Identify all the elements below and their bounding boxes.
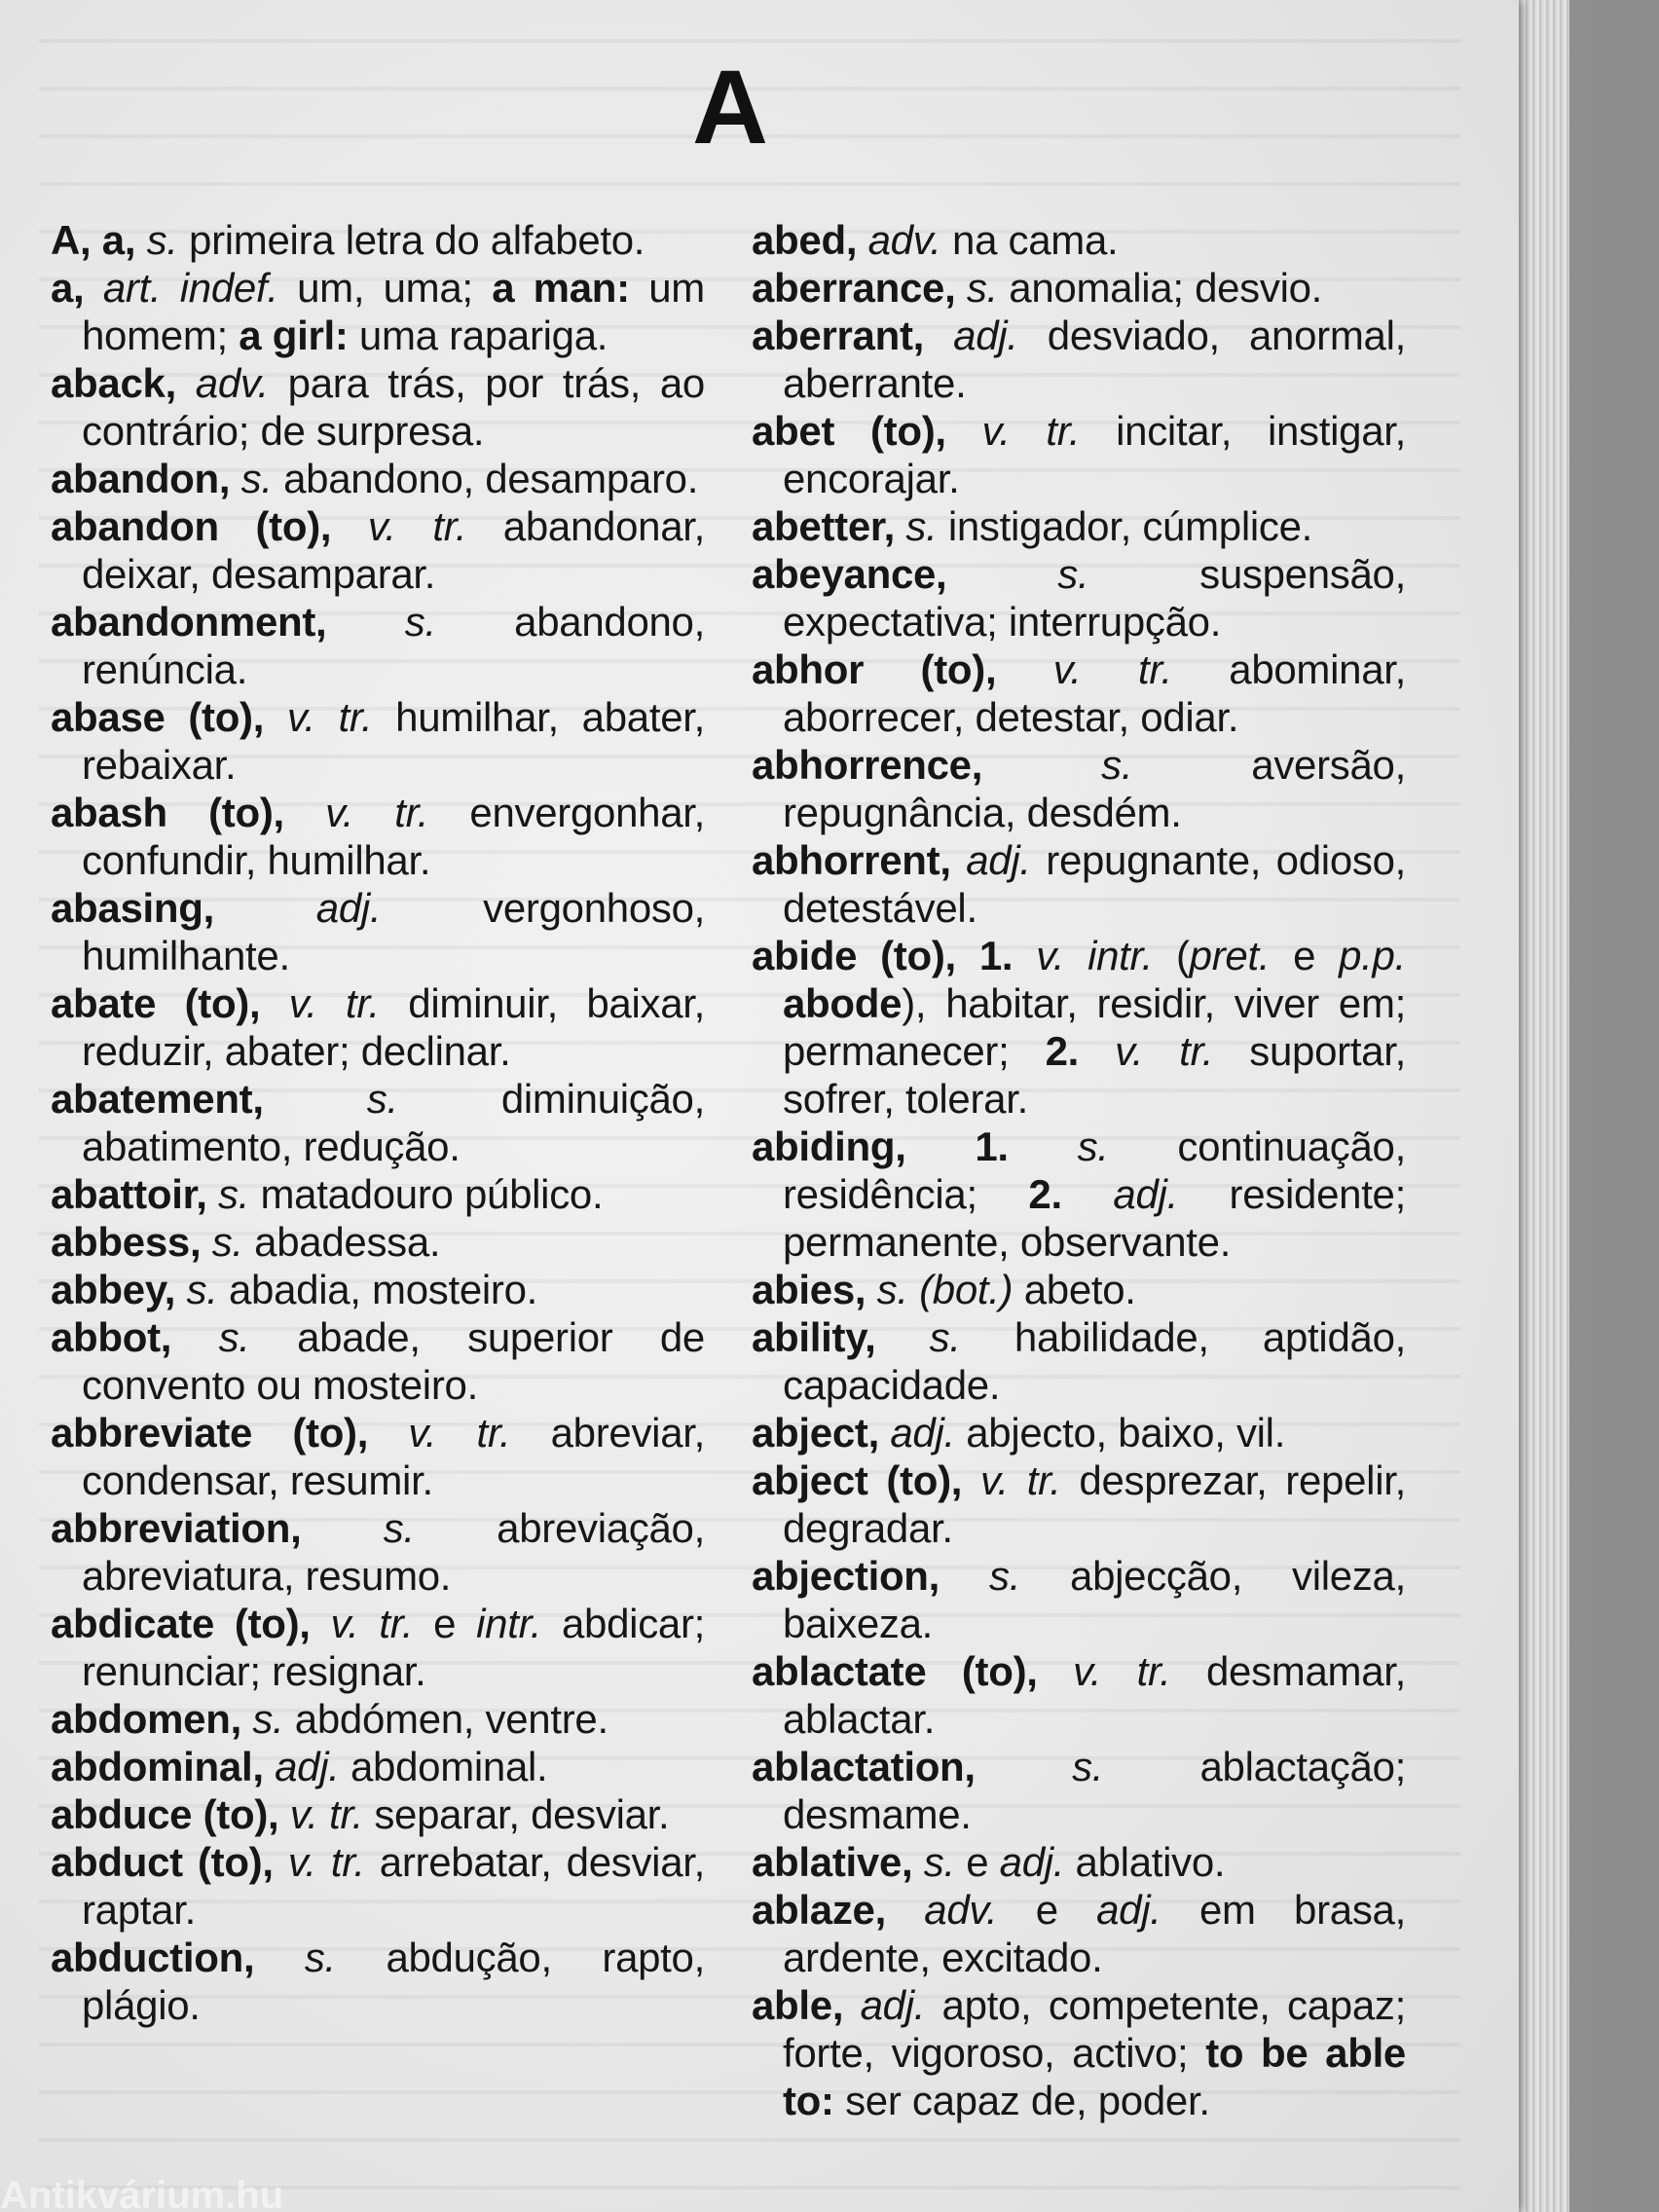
entry-grammar-label: s.	[895, 503, 938, 549]
entry-grammar-label: s.	[946, 551, 1089, 597]
entry-headword: abbey,	[51, 1267, 176, 1312]
entry-definition: abeto.	[1013, 1267, 1136, 1312]
entry-grammar-label: adj.	[213, 885, 382, 931]
entry-headword: able,	[752, 1982, 844, 2028]
entry-headword: ability,	[752, 1314, 876, 1360]
entry-headword: abatement,	[51, 1076, 264, 1122]
entry-definition: na cama.	[940, 217, 1119, 263]
entry-definition: suspensão, expectativa; interrupção.	[783, 551, 1406, 645]
entry-definition: humilhar, abater, rebaixar.	[82, 694, 705, 788]
entry-definition: abjecto, baixo, vil.	[954, 1410, 1286, 1456]
entry-definition: abadia, mosteiro.	[217, 1267, 538, 1312]
entry-definition: para trás, por trás, ao contrário; de surpresa.	[82, 360, 705, 454]
entry-headword: abject,	[752, 1410, 879, 1456]
entry-definition: matadouro público.	[249, 1171, 604, 1217]
dictionary-entry	[51, 1790, 705, 1838]
entry-headword: abduction,	[51, 1935, 255, 1980]
dictionary-entry	[51, 1170, 705, 1218]
entry-definition: arrebatar, desviar, raptar.	[82, 1839, 705, 1933]
dictionary-entry	[752, 1313, 1406, 1409]
entry-definition: abreviar, condensar, resumir.	[82, 1410, 705, 1503]
dictionary-entry	[752, 932, 1406, 1123]
entry-grammar-label: s.	[975, 1744, 1104, 1789]
entry-grammar-label: v. intr.	[1013, 933, 1154, 978]
entry-grammar-label: s.	[175, 1267, 218, 1312]
entry-grammar-label: s.	[301, 1505, 415, 1551]
entry-grammar-label: v. tr.	[962, 1457, 1061, 1503]
entry-grammar-label: adj.	[924, 313, 1018, 358]
entry-definition: suportar, sofrer, tolerar.	[783, 1028, 1406, 1122]
entry-definition: diminuir, baixar, reduzir, abater; declinar.	[82, 980, 706, 1074]
entry-grammar-label: s.	[940, 1553, 1021, 1599]
entry-definition: ser capaz de, poder.	[833, 2078, 1210, 2123]
entry-headword: abed,	[752, 217, 858, 263]
entry-definition: abdução, rapto, plágio.	[82, 1935, 705, 2028]
entry-definition: separar, desviar.	[362, 1791, 670, 1837]
entry-headword: abeyance,	[752, 551, 947, 597]
entry-headword: abdomen,	[51, 1696, 241, 1742]
dictionary-entry	[752, 502, 1406, 550]
entry-headword: aberrant,	[752, 313, 925, 358]
entry-grammar-label: p.p.	[1339, 933, 1406, 978]
dictionary-entry	[752, 1743, 1406, 1838]
entry-definition: desprezar, repelir, degradar.	[783, 1457, 1406, 1551]
dictionary-entry	[752, 1647, 1406, 1743]
entry-definition: anomalia; desvio.	[997, 265, 1323, 311]
entry-definition: residente; permanente, observante.	[783, 1171, 1406, 1265]
entry-definition: abdominal.	[339, 1744, 548, 1789]
entry-definition: e	[954, 1839, 1000, 1885]
entry-grammar-label: pret.	[1189, 933, 1271, 978]
dictionary-entry	[752, 1266, 1406, 1313]
entry-definition: uma rapariga.	[348, 313, 608, 358]
dictionary-entry	[752, 216, 1406, 264]
dictionary-entry	[51, 216, 705, 264]
entry-headword: aberrance,	[752, 265, 956, 311]
entry-grammar-label: s.	[982, 742, 1133, 788]
dictionary-entry	[51, 1218, 705, 1266]
entry-headword: 2.	[1045, 1028, 1080, 1074]
dictionary-entry	[51, 1313, 705, 1409]
dictionary-entry	[51, 1934, 705, 2029]
dictionary-entry	[752, 264, 1406, 312]
dictionary-entry	[752, 836, 1406, 932]
entry-definition: desviado, anormal, aberrante.	[783, 313, 1406, 406]
entry-definition: e	[413, 1601, 477, 1646]
entry-grammar-label: s.	[201, 1219, 243, 1265]
entry-headword: aback,	[51, 360, 176, 406]
dictionary-entry	[752, 550, 1406, 645]
section-letter-heading: A	[692, 48, 768, 166]
dictionary-entry	[51, 1075, 705, 1170]
entry-grammar-label: adj.	[263, 1744, 340, 1789]
entry-headword: abdominal,	[51, 1744, 264, 1789]
entry-grammar-label: adv.	[175, 360, 269, 406]
dictionary-entry	[51, 1838, 705, 1934]
entry-headword: abiding, 1.	[752, 1124, 1009, 1169]
entry-headword: abate (to),	[51, 980, 261, 1026]
entry-headword: abasing,	[51, 885, 214, 931]
entry-grammar-label: s. (bot.)	[866, 1267, 1014, 1312]
entry-definition: aversão, repugnância, desdém.	[783, 742, 1406, 835]
dictionary-entry	[51, 1504, 705, 1600]
entry-headword: abbreviation,	[51, 1505, 302, 1551]
entry-definition: abjecção, vileza, baixeza.	[783, 1553, 1406, 1646]
dictionary-entry	[51, 979, 705, 1075]
entry-definition: diminuição, abatimento, redução.	[82, 1076, 705, 1169]
entry-definition: abdómen, ventre.	[283, 1696, 608, 1742]
entry-grammar-label: adj.	[878, 1410, 955, 1456]
entry-headword: ablative,	[752, 1839, 913, 1885]
entry-grammar-label: v. tr.	[1079, 1028, 1214, 1074]
entry-headword: abbess,	[51, 1219, 202, 1265]
dictionary-entry	[51, 1266, 705, 1313]
entry-headword: abandon,	[51, 456, 231, 501]
entry-grammar-label: v. tr.	[310, 1601, 414, 1646]
dictionary-entry	[752, 1981, 1406, 2124]
entry-headword: abide (to), 1.	[752, 933, 1014, 978]
entry-headword: A, a,	[51, 217, 136, 263]
entry-grammar-label: adj.	[843, 1982, 926, 2028]
entry-grammar-label: s.	[135, 217, 178, 263]
left-column	[51, 216, 705, 2029]
entry-headword: abash (to),	[51, 790, 284, 835]
entry-headword: abetter,	[752, 503, 895, 549]
entry-grammar-label: adj.	[1061, 1171, 1178, 1217]
dictionary-entry	[51, 789, 705, 884]
entry-headword: ablactation,	[752, 1744, 976, 1789]
entry-grammar-label: s.	[240, 1696, 284, 1742]
entry-headword: abbot,	[51, 1314, 172, 1360]
entry-grammar-label: v. tr.	[996, 646, 1172, 692]
entry-grammar-label: adv.	[857, 217, 941, 263]
dictionary-entry	[752, 645, 1406, 741]
entry-grammar-label: adj.	[950, 837, 1031, 883]
entry-definition: abade, superior de convento ou mosteiro.	[82, 1314, 705, 1408]
dictionary-entry	[752, 312, 1406, 407]
entry-definition: e	[1270, 933, 1340, 978]
entry-headword: abhor (to),	[752, 646, 997, 692]
entry-grammar-label: adv.	[885, 1887, 998, 1933]
entry-definition: abandono, renúncia.	[82, 599, 705, 692]
entry-grammar-label: s.	[326, 599, 436, 645]
entry-grammar-label: intr.	[476, 1601, 542, 1646]
entry-definition: abdicar; renunciar; resignar.	[82, 1601, 706, 1694]
entry-headword: abase (to),	[51, 694, 265, 740]
entry-definition: repugnante, odioso, detestável.	[783, 837, 1406, 931]
entry-headword: abet (to),	[752, 408, 946, 454]
entry-definition: instigador, cúmplice.	[937, 503, 1313, 549]
dictionary-entry	[51, 693, 705, 789]
entry-headword: 2.	[1028, 1171, 1062, 1217]
entry-grammar-label: art. indef.	[84, 265, 278, 311]
entry-definition: continuação, residência;	[783, 1124, 1406, 1217]
entry-grammar-label: s.	[955, 265, 998, 311]
entry-definition: ), habitar, residir, viver em; permanecer;	[783, 980, 1406, 1074]
entry-grammar-label: s.	[1008, 1124, 1109, 1169]
entry-definition: habilidade, aptidão, capacidade.	[783, 1314, 1406, 1408]
dictionary-entry	[752, 1838, 1406, 1886]
dictionary-entry	[752, 1886, 1406, 1981]
entry-headword: a,	[51, 265, 85, 311]
entry-definition: envergonhar, confundir, humilhar.	[82, 790, 706, 883]
entry-definition: ablativo.	[1064, 1839, 1226, 1885]
entry-headword: ablaze,	[752, 1887, 886, 1933]
entry-grammar-label: s.	[263, 1076, 398, 1122]
entry-grammar-label: v. tr.	[945, 408, 1081, 454]
dictionary-entry	[51, 598, 705, 693]
entry-grammar-label: s.	[171, 1314, 250, 1360]
entry-headword: to be able to:	[783, 2030, 1406, 2123]
entry-grammar-label: s.	[230, 456, 273, 501]
dictionary-entry	[752, 1456, 1406, 1552]
entry-headword: abhorrent,	[752, 837, 951, 883]
entry-definition: abominar, aborrecer, detestar, odiar.	[783, 646, 1407, 740]
entry-grammar-label: adj.	[1096, 1887, 1161, 1933]
entry-grammar-label: s.	[254, 1935, 336, 1980]
entry-headword: abies,	[752, 1267, 866, 1312]
entry-headword: abandon (to),	[51, 503, 332, 549]
entry-grammar-label: s.	[875, 1314, 961, 1360]
entry-grammar-label: v. tr.	[1037, 1648, 1171, 1694]
entry-definition: abreviação, abreviatura, resumo.	[82, 1505, 705, 1599]
entry-headword: abject (to),	[752, 1457, 963, 1503]
entry-grammar-label: v. tr.	[273, 1839, 365, 1885]
entry-grammar-label: v. tr.	[278, 1791, 363, 1837]
dictionary-entry	[51, 1600, 705, 1695]
entry-grammar-label: s.	[206, 1171, 250, 1217]
dictionary-entry	[752, 741, 1406, 836]
dictionary-entry	[51, 884, 705, 979]
dictionary-entry	[51, 1695, 705, 1743]
dictionary-entry	[51, 264, 705, 359]
entry-headword: abduct (to),	[51, 1839, 274, 1885]
entry-definition: ablactação; desmame.	[783, 1744, 1406, 1837]
dictionary-entry	[51, 359, 705, 455]
dictionary-entry	[752, 1409, 1406, 1456]
watermark: Antikvárium.hu	[0, 2179, 284, 2212]
entry-headword: abdicate (to),	[51, 1601, 311, 1646]
entry-headword: abattoir,	[51, 1171, 207, 1217]
entry-headword: abode	[783, 980, 903, 1026]
entry-definition: abadessa.	[242, 1219, 441, 1265]
entry-headword: abbreviate (to),	[51, 1410, 369, 1456]
entry-headword: abhorrence,	[752, 742, 983, 788]
entry-definition: um, uma;	[277, 265, 493, 311]
entry-grammar-label: adj.	[999, 1839, 1065, 1885]
entry-definition: primeira letra do alfabeto.	[177, 217, 645, 263]
entry-definition: desmamar, ablactar.	[783, 1648, 1406, 1742]
entry-grammar-label: v. tr.	[368, 1410, 511, 1456]
dictionary-entry	[51, 1409, 705, 1504]
entry-definition: um homem;	[82, 265, 705, 358]
entry-headword: abjection,	[752, 1553, 940, 1599]
dictionary-entry	[51, 502, 705, 598]
entry-definition: abandono, desamparo.	[272, 456, 699, 501]
entry-definition: abandonar, deixar, desamparar.	[82, 503, 705, 597]
entry-headword: abandonment,	[51, 599, 327, 645]
entry-grammar-label: s.	[912, 1839, 955, 1885]
entry-headword: abduce (to),	[51, 1791, 279, 1837]
entry-headword: a man:	[492, 265, 630, 311]
entry-grammar-label: v. tr.	[283, 790, 429, 835]
entry-definition: vergonhoso, humilhante.	[82, 885, 706, 978]
entry-definition: incitar, instigar, encorajar.	[783, 408, 1406, 501]
entry-headword: ablactate (to),	[752, 1648, 1038, 1694]
entry-definition: (	[1153, 933, 1190, 978]
right-column	[752, 216, 1406, 2124]
entry-headword: a girl:	[239, 313, 349, 358]
dictionary-entry	[752, 1552, 1406, 1647]
entry-definition: em brasa, ardente, excitado.	[783, 1887, 1406, 1980]
dictionary-entry	[752, 1123, 1406, 1266]
entry-grammar-label: v. tr.	[260, 980, 380, 1026]
entry-definition: apto, competente, capaz; forte, vigoroso, activo;	[783, 1982, 1406, 2076]
entry-grammar-label: v. tr.	[331, 503, 467, 549]
entry-definition: e	[997, 1887, 1097, 1933]
dictionary-entry	[51, 1743, 705, 1790]
dictionary-entry	[51, 455, 705, 502]
dictionary-entry	[752, 407, 1406, 502]
entry-grammar-label: v. tr.	[264, 694, 373, 740]
